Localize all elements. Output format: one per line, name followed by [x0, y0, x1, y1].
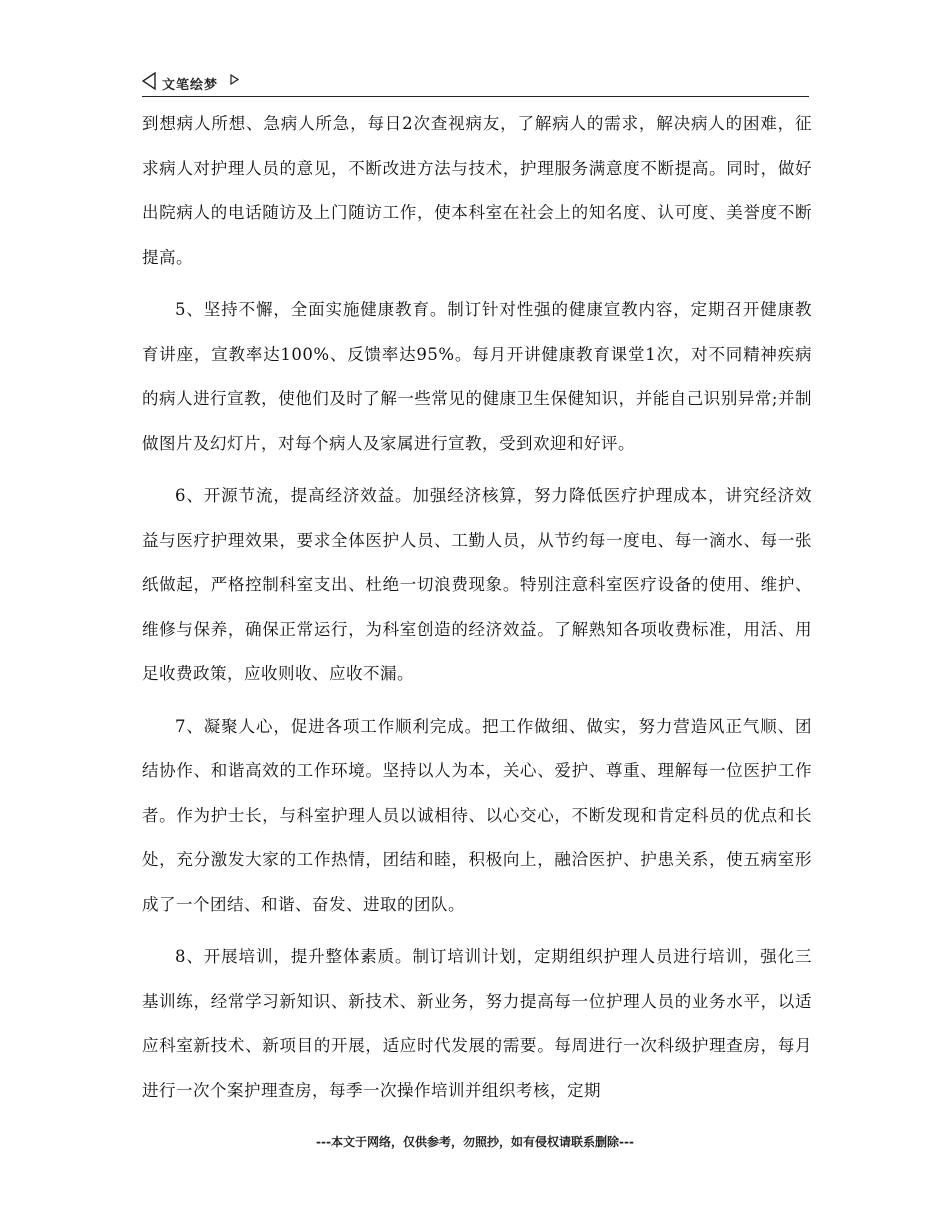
- triangle-left-outline-icon: [142, 72, 156, 90]
- brand-label: 文笔绘梦: [162, 78, 219, 93]
- paragraph-continuation: 到想病人所想、急病人所急，每日2次查视病友，了解病人的需求，解决病人的困难，征求病人对护理人员的意见，不断改进方法与技术，护理服务满意度不断提高。同时，做好出院病人的电话随访及上门随访工作，使本科室在社会上的知名度、认可度、美誉度不断提高。: [142, 114, 812, 267]
- document-body: [142, 102, 812, 1113]
- paragraph-item-7: 7、凝聚人心，促进各项工作顺利完成。把工作做细、做实，努力营造风正气顺、团结协作、和谐高效的工作环境。坚持以人为本，关心、爱护、尊重、理解每一位医护工作者。作为护士长，与科室护理人员以诚相待、以心交心，不断发现和肯定科员的优点和长处，充分激发大家的工作热情，团结和睦，积极向上，融洽医护、护患关系，使五病室形成了一个团结、和谐、奋发、进取的团队。: [142, 716, 812, 914]
- footer-notice: ---本文于网络，仅供参考，勿照抄，如有侵权请联系删除---: [316, 1135, 634, 1149]
- page-header: [142, 72, 809, 97]
- paragraph-item-6: 6、开源节流，提高经济效益。加强经济核算，努力降低医疗护理成本，讲究经济效益与医疗护理效果，要求全体医护人员、工勤人员，从节约每一度电、每一滴水、每一张纸做起，严格控制科室支出、杜绝一切浪费现象。特别注意科室医疗设备的使用、维护、维修与保养，确保正常运行，为科室创造的经济效益。了解熟知各项收费标准，用活、用足收费政策，应收则收、应收不漏。: [142, 486, 812, 683]
- triangle-right-outline-icon: [230, 74, 239, 85]
- paragraph-item-5: 5、坚持不懈，全面实施健康教育。制订针对性强的健康宣教内容，定期召开健康教育讲座，宣教率达100%、反馈率达95%。每月开讲健康教育课堂1次，对不同精神疾病的病人进行宣教，使他们及时了解一些常见的健康卫生保健知识，并能自己识别异常;并制做图片及幻灯片，对每个病人及家属进行宣教，受到欢迎和好评。: [142, 300, 812, 453]
- paragraph-item-8: 8、开展培训，提升整体素质。制订培训计划，定期组织护理人员进行培训，强化三基训练，经常学习新知识、新技术、新业务，努力提高每一位护理人员的业务水平，以适应科室新技术、新项目的开展，适应时代发展的需要。每周进行一次科级护理查房，每月进行一次个案护理查房，每季一次操作培训并组织考核，定期: [142, 947, 812, 1100]
